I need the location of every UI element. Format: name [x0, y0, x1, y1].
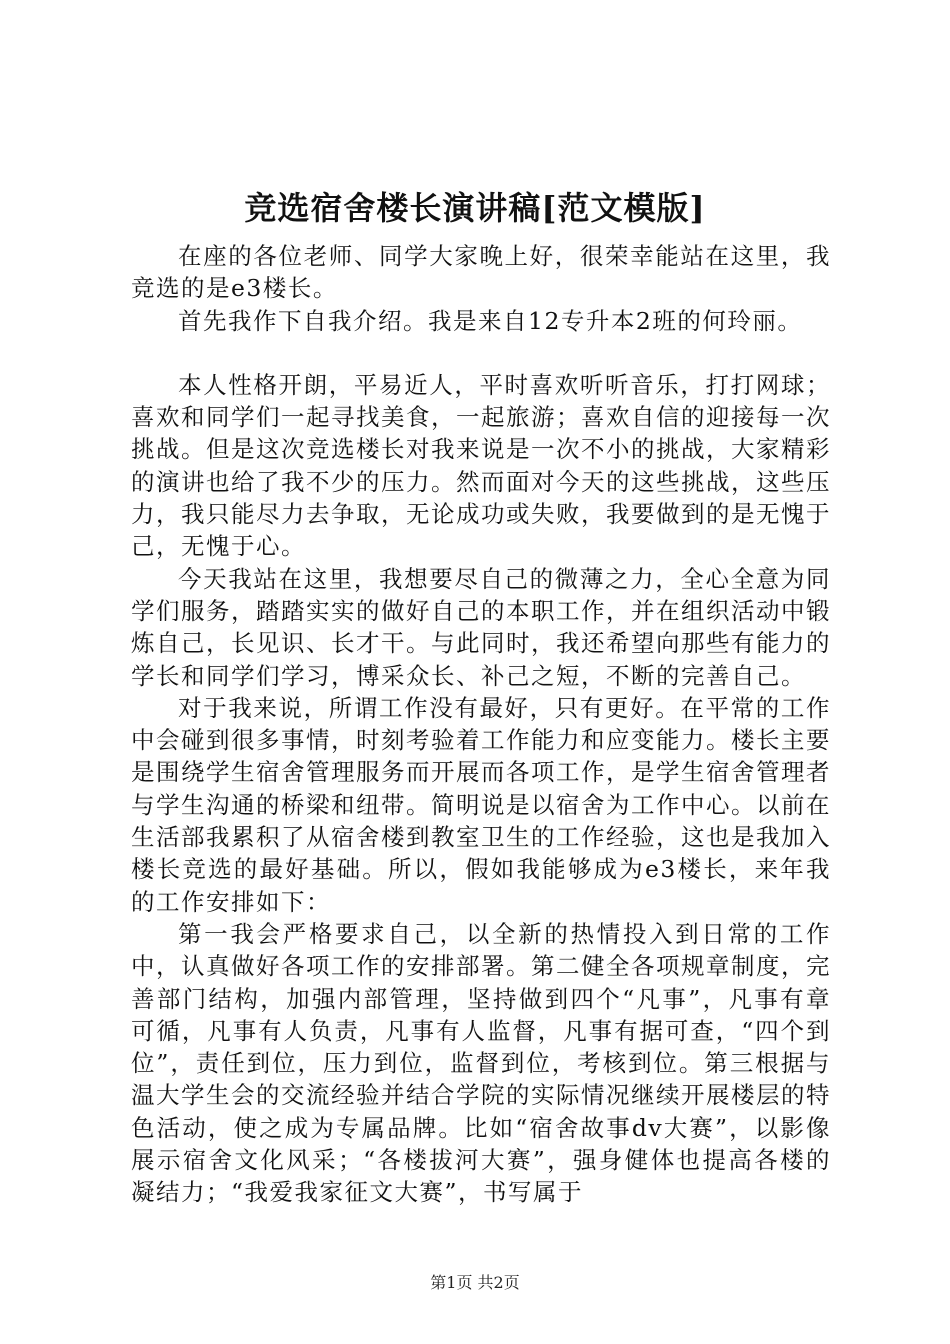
paragraph-work-plan: 第一我会严格要求自己，以全新的热情投入到日常的工作中，认真做好各项工作的安排部署。第二健全各项规章制度，完善部门结构，加强内部管理，坚持做到四个“凡事”，凡事有章可循，凡事有人负责，凡事有人监督，凡事有据可查，“四个到位”，责任到位，压力到位，监督到位，考核到位。第三根据与温大学生会的交流经验并结合学院的实际情况继续开展楼层的特色活动，使之成为专属品牌。比如“宿舍故事dv大赛”，以影像展示宿舍文化风采；“各楼拔河大赛”，强身健体也提高各楼的凝结力；“我爱我家征文大赛”，书写属于	[131, 919, 831, 1207]
document-title: 竞选宿舍楼长演讲稿[范文模版]	[244, 189, 706, 227]
paragraph-self-introduction: 首先我作下自我介绍。我是来自12专升本2班的何玲丽。	[178, 306, 803, 335]
page-number-footer: 第1页 共2页	[430, 1273, 520, 1292]
document-body	[131, 240, 831, 1209]
paragraph-greeting: 在座的各位老师、同学大家晚上好，很荣幸能站在这里，我竞选的是e3楼长。	[131, 242, 831, 303]
paragraph-motivation: 今天我站在这里，我想要尽自己的微薄之力，全心全意为同学们服务，踏踏实实的做好自己的本职工作，并在组织活动中锻炼自己，长见识、长才干。与此同时，我还希望向那些有能力的学长和同学们学习，博采众长、补己之短，不断的完善自己。	[131, 564, 831, 690]
paragraph-work-experience: 对于我来说，所谓工作没有最好，只有更好。在平常的工作中会碰到很多事情，时刻考验着工作能力和应变能力。楼长主要是围绕学生宿舍管理服务而开展而各项工作，是学生宿舍管理者与学生沟通的桥梁和纽带。简明说是以宿舍为工作中心。以前在生活部我累积了从宿舍楼到教室卫生的工作经验，这也是我加入楼长竞选的最好基础。所以，假如我能够成为e3楼长，来年我的工作安排如下：	[131, 693, 831, 916]
paragraph-personality: 本人性格开朗，平易近人，平时喜欢听听音乐，打打网球；喜欢和同学们一起寻找美食，一起旅游；喜欢自信的迎接每一次挑战。但是这次竞选楼长对我来说是一次不小的挑战，大家精彩的演讲也给了我不少的压力。然而面对今天的这些挑战，这些压力，我只能尽力去争取，无论成功或失败，我要做到的是无愧于己，无愧于心。	[131, 370, 831, 561]
paragraph-gap	[131, 337, 831, 369]
